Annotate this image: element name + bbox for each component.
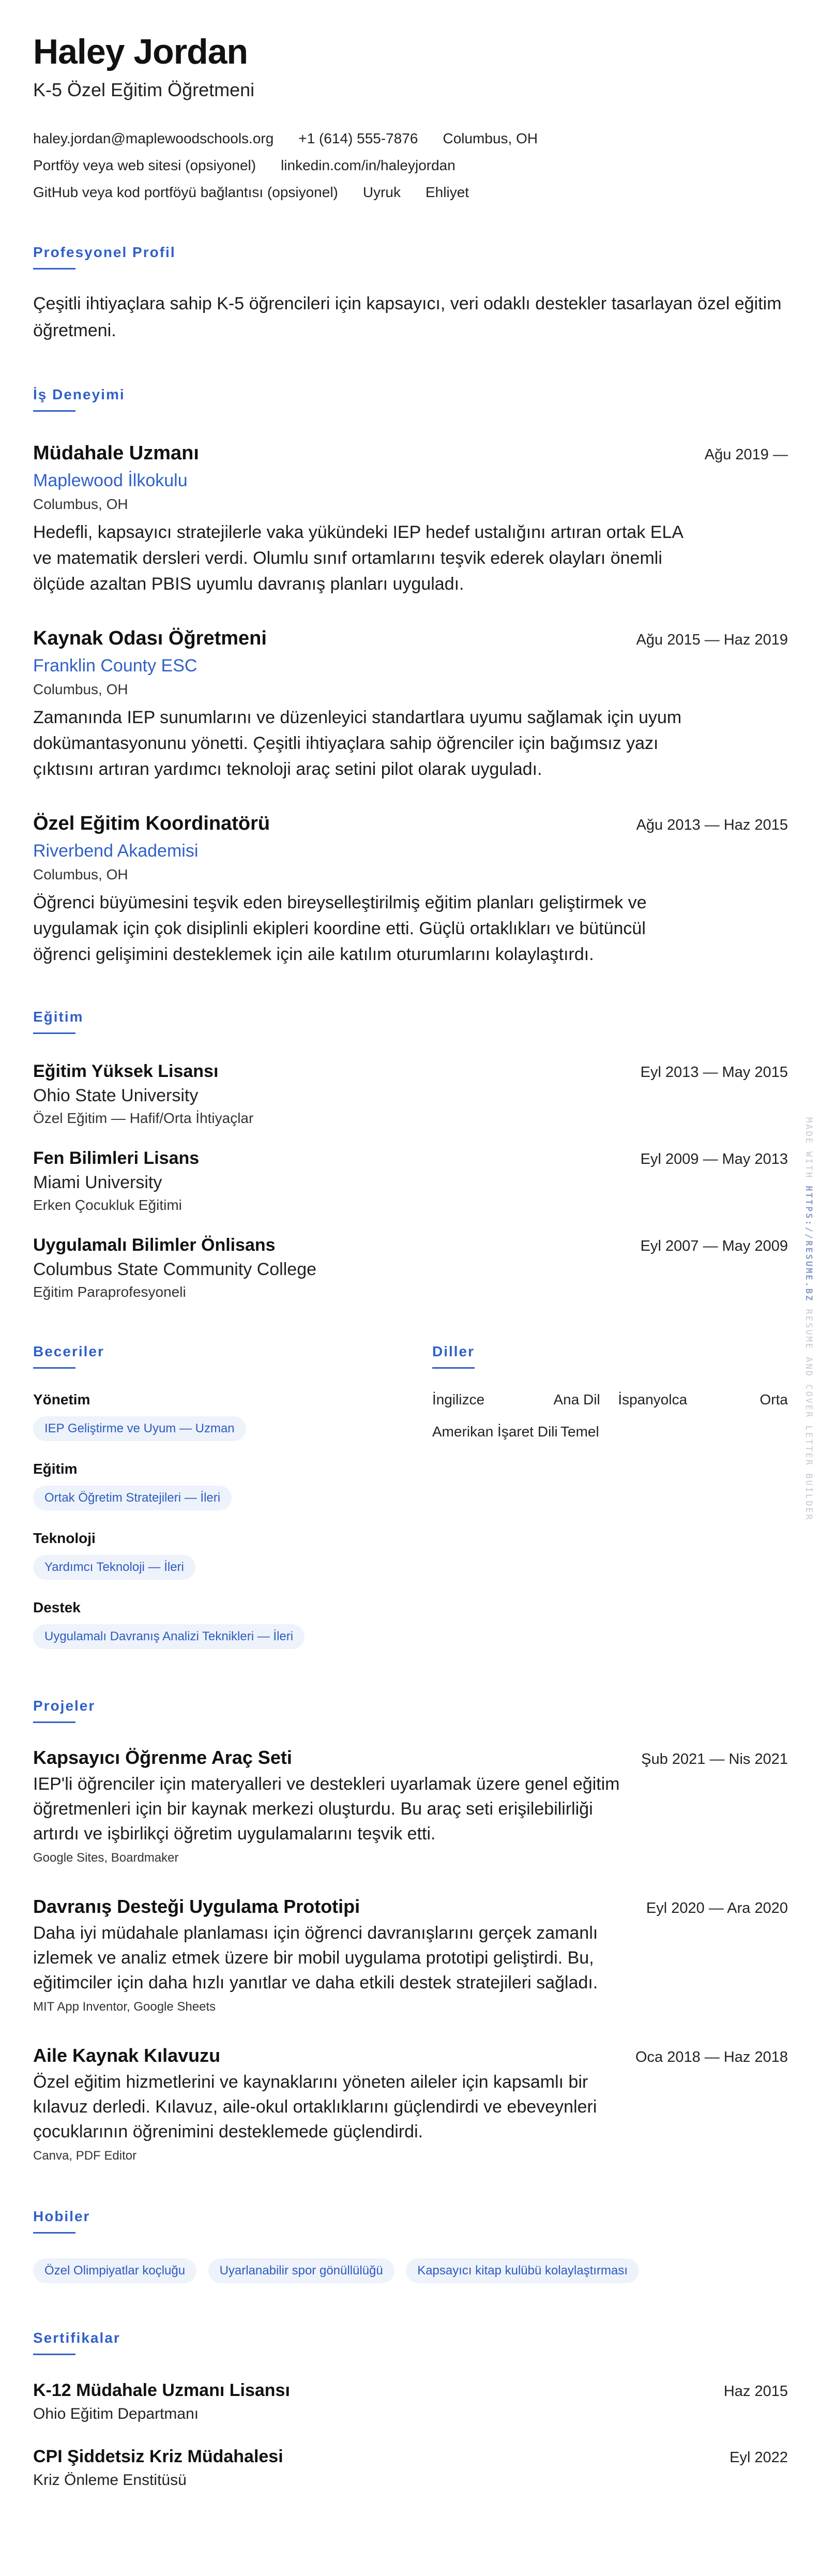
- degree-name: Uygulamalı Bilimler Önlisans: [33, 1235, 276, 1255]
- section-title: İş Deneyimi: [33, 386, 125, 402]
- project-date: Eyl 2020 — Ara 2020: [646, 1900, 788, 1916]
- contact-email[interactable]: haley.jordan@maplewoodschools.org: [33, 130, 274, 146]
- skills-languages-row: [33, 1342, 788, 1649]
- section-divider: [33, 268, 75, 269]
- school-name: Miami University: [33, 1173, 162, 1192]
- section-divider: [33, 2232, 75, 2234]
- project-description: Özel eğitim hizmetlerini ve kaynaklarını yöneten aileler için kapsamlı bir kılavuz derledi. Kılavuz, aile-okul ortaklıklarını güçlendirdi ve ebeveynleri çocuklarının öğrenimini desteklemede güçlendirdi.: [33, 2072, 597, 2141]
- certification-title: K-12 Müdahale Uzmanı Lisansı: [33, 2380, 290, 2400]
- contact-phone[interactable]: +1 (614) 555-7876: [298, 130, 418, 146]
- certification-issuer: Kriz Önleme Enstitüsü: [33, 2472, 187, 2489]
- skill-category: Teknoloji: [33, 1530, 96, 1546]
- job-date: Ağu 2013 — Haz 2015: [636, 817, 788, 833]
- contact-row-2: [33, 155, 788, 176]
- projects-section: [33, 1697, 788, 2165]
- section-title: Projeler: [33, 1698, 96, 1714]
- education-entry: [33, 1060, 788, 1128]
- hobby-tags: [33, 2251, 788, 2283]
- project-title: Aile Kaynak Kılavuzu: [33, 2045, 221, 2066]
- skill-group: [33, 1529, 432, 1580]
- project-tools: MIT App Inventor, Google Sheets: [33, 2000, 216, 2014]
- degree-name: Fen Bilimleri Lisans: [33, 1148, 200, 1168]
- job-title: Özel Eğitim Koordinatörü: [33, 813, 270, 834]
- section-divider: [33, 2354, 75, 2355]
- skill-tag: IEP Geliştirme ve Uyum — Uzman: [33, 1416, 246, 1441]
- hobby-tag: Kapsayıcı kitap kulübü kolaylaştırması: [406, 2258, 639, 2283]
- section-title: Diller: [432, 1343, 475, 1359]
- certification-date: Eyl 2022: [729, 2449, 788, 2466]
- school-name: Columbus State Community College: [33, 1260, 317, 1279]
- language-row: [432, 1390, 788, 1409]
- watermark-prefix: MADE WITH: [803, 1117, 814, 1179]
- hobby-tag: Uyarlanabilir spor gönüllülüğü: [208, 2258, 394, 2283]
- language-name: İngilizce: [432, 1391, 485, 1407]
- certification-entry: [33, 2379, 788, 2424]
- candidate-name: Haley Jordan: [33, 32, 248, 71]
- resume-header: [33, 31, 788, 203]
- language-name: İspanyolca: [618, 1391, 688, 1407]
- project-entry: [33, 1746, 788, 1867]
- skill-tag: Yardımcı Teknoloji — İleri: [33, 1555, 195, 1580]
- languages-section: [432, 1342, 788, 1649]
- certification-entry: [33, 2445, 788, 2491]
- field-of-study: Eğitim Paraprofesyoneli: [33, 1284, 186, 1300]
- section-title: Beceriler: [33, 1343, 104, 1359]
- job-description: Öğrenci büyümesini teşvik eden bireyselleştirilmiş eğitim planları geliştirmek ve uygulamak için çok disiplinli ekipleri koordine etti. Güçlü ortaklıkları ve bütüncül öğrenci gelişimini desteklemek için aile katılım oturumlarını kolaylaştırdı.: [33, 893, 647, 964]
- school-name: Ohio State University: [33, 1086, 199, 1105]
- education-entry: [33, 1147, 788, 1215]
- section-title: Profesyonel Profil: [33, 244, 176, 260]
- job-title: Müdahale Uzmanı: [33, 442, 199, 464]
- project-tools: Canva, PDF Editor: [33, 2149, 137, 2163]
- project-description: IEP'li öğrenciler için materyalleri ve destekleri uyarlamak üzere genel eğitim öğretmenleri için bir kaynak merkezi oluşturdu. Bu araç seti erişilebilirliği artırdı ve işbirlikçi öğretim uygulamalarını teşvik etti.: [33, 1774, 620, 1844]
- education-date: Eyl 2009 — May 2013: [640, 1151, 788, 1167]
- experience-entry: [33, 811, 788, 967]
- skill-tag: Uygulamalı Davranış Analizi Teknikleri — İleri: [33, 1624, 305, 1649]
- job-employer: Riverbend Akademisi: [33, 841, 199, 861]
- builder-watermark: [803, 1117, 814, 1521]
- certification-issuer: Ohio Eğitim Departmanı: [33, 2405, 199, 2422]
- section-title: Hobiler: [33, 2208, 90, 2224]
- skill-group: [33, 1598, 432, 1649]
- job-date: Ağu 2015 — Haz 2019: [636, 632, 788, 648]
- skill-category: Yönetim: [33, 1391, 90, 1407]
- hobby-tag: Özel Olimpiyatlar koçluğu: [33, 2258, 196, 2283]
- section-divider: [432, 1367, 475, 1369]
- certifications-section: [33, 2329, 788, 2491]
- project-date: Şub 2021 — Nis 2021: [641, 1751, 788, 1768]
- contact-github[interactable]: GitHub veya kod portföyü bağlantısı (opsiyonel): [33, 184, 338, 200]
- skill-group: [33, 1460, 432, 1510]
- education-date: Eyl 2007 — May 2009: [640, 1238, 788, 1254]
- language-name: Amerikan İşaret Dili: [432, 1424, 558, 1440]
- certification-date: Haz 2015: [723, 2383, 788, 2400]
- section-divider: [33, 1367, 75, 1369]
- skill-tag: Ortak Öğretim Stratejileri — İleri: [33, 1486, 232, 1510]
- job-location: Columbus, OH: [33, 866, 128, 882]
- experience-entry: [33, 626, 788, 782]
- section-divider: [33, 1721, 75, 1723]
- contact-location: Columbus, OH: [443, 130, 538, 146]
- contact-linkedin[interactable]: linkedin.com/in/haleyjordan: [281, 157, 455, 173]
- watermark-link[interactable]: HTTPS://RESUME.BZ: [803, 1186, 814, 1302]
- project-title: Kapsayıcı Öğrenme Araç Seti: [33, 1747, 292, 1768]
- skill-category: Eğitim: [33, 1461, 78, 1477]
- candidate-title: K-5 Özel Eğitim Öğretmeni: [33, 79, 255, 100]
- project-entry: [33, 1895, 788, 2016]
- profile-summary: Çeşitli ihtiyaçlara sahip K-5 öğrencileri için kapsayıcı, veri odaklı destekler tasarlayan özel eğitim öğretmeni.: [33, 294, 782, 340]
- contact-nationality: Uyruk: [362, 184, 401, 200]
- language-row: [432, 1422, 788, 1441]
- profile-section: [33, 243, 788, 344]
- section-title: Sertifikalar: [33, 2330, 120, 2346]
- resume-page: [33, 31, 788, 2491]
- degree-name: Eğitim Yüksek Lisansı: [33, 1061, 219, 1081]
- hobbies-section: [33, 2207, 788, 2283]
- section-divider: [33, 410, 75, 412]
- job-employer: Franklin County ESC: [33, 656, 197, 676]
- education-date: Eyl 2013 — May 2015: [640, 1064, 788, 1081]
- job-date: Ağu 2019 —: [704, 446, 788, 463]
- experience-section: [33, 385, 788, 967]
- contact-license: Ehliyet: [425, 184, 469, 200]
- contact-portfolio[interactable]: Portföy veya web sitesi (opsiyonel): [33, 157, 256, 173]
- job-location: Columbus, OH: [33, 496, 128, 512]
- experience-entry: [33, 441, 788, 597]
- contact-row-1: [33, 128, 788, 149]
- section-title: Eğitim: [33, 1009, 84, 1025]
- job-title: Kaynak Odası Öğretmeni: [33, 627, 267, 649]
- field-of-study: Özel Eğitim — Hafif/Orta İhtiyaçlar: [33, 1110, 254, 1126]
- skill-category: Destek: [33, 1599, 81, 1615]
- job-location: Columbus, OH: [33, 681, 128, 697]
- education-entry: [33, 1234, 788, 1302]
- project-entry: [33, 2044, 788, 2165]
- job-description: Hedefli, kapsayıcı stratejilerle vaka yükündeki IEP hedef ustalığını artıran ortak ELA ve matematik dersleri verdi. Olumlu sınıf ortamlarını teşvik ederek olayları önemli ölçüde azaltan PBIS uyumlu davranış planları uyguladı.: [33, 522, 683, 594]
- watermark-suffix: RESUME AND COVER LETTER BUILDER: [803, 1309, 814, 1521]
- education-section: [33, 1008, 788, 1302]
- contact-row-3: [33, 182, 788, 203]
- project-description: Daha iyi müdahale planlaması için öğrenci davranışlarını gerçek zamanlı izlemek ve analiz etmek üzere bir mobil uygulama prototipi geliştirdi. Bu, eğitimciler için daha hızlı yanıtlar ve daha etkili destek stratejileri sağladı.: [33, 1923, 598, 1993]
- language-level: Ana Dil: [553, 1391, 600, 1407]
- certification-title: CPI Şiddetsiz Kriz Müdahalesi: [33, 2447, 283, 2466]
- job-description: Zamanında IEP sunumlarını ve düzenleyici standartlara uyumu sağlamak için uyum dokümantasyonunu yönetti. Çeşitli ihtiyaçlara sahip öğrenciler için bağımsız yazı çıktısını artıran yardımcı teknoloji araç setini pilot olarak uyguladı.: [33, 708, 682, 779]
- language-level: Orta: [759, 1391, 788, 1407]
- language-level: Temel: [560, 1424, 599, 1440]
- skills-section: [33, 1342, 432, 1649]
- project-tools: Google Sites, Boardmaker: [33, 1851, 179, 1865]
- field-of-study: Erken Çocukluk Eğitimi: [33, 1197, 182, 1213]
- skill-group: [33, 1390, 432, 1441]
- project-date: Oca 2018 — Haz 2018: [635, 2049, 788, 2065]
- section-divider: [33, 1032, 75, 1034]
- project-title: Davranış Desteği Uygulama Prototipi: [33, 1896, 360, 1917]
- job-employer: Maplewood İlkokulu: [33, 471, 188, 490]
